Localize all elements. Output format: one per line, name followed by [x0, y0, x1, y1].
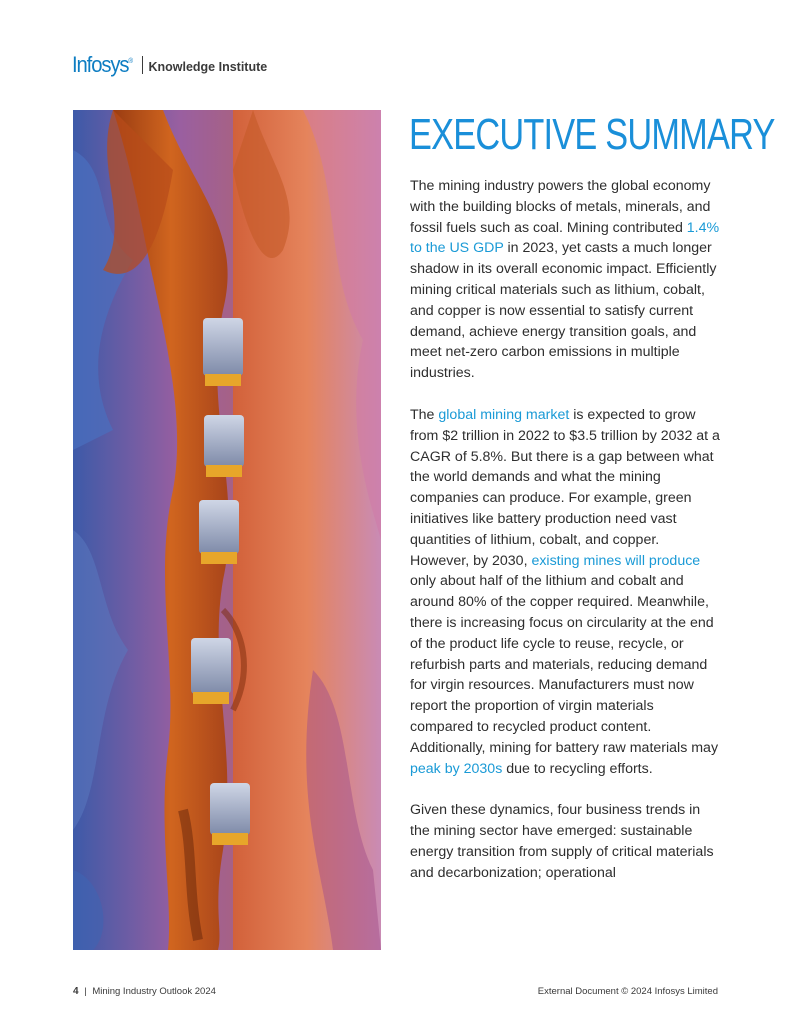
page-header	[72, 50, 267, 76]
text-run: The mining industry powers the global economy with the building blocks of metals, minerals, and fossil fuels such as coal. Mining contributed	[410, 178, 711, 236]
logo-registered-mark: ®	[128, 58, 134, 65]
footer-copyright: External Document © 2024 Infosys Limited	[537, 986, 718, 997]
page-number: 4	[73, 986, 79, 997]
publication-title: Mining Industry Outlook 2024	[92, 986, 216, 997]
link-us-gdp[interactable]: 1.4% to the US GDP	[410, 219, 720, 257]
paragraph-1	[410, 176, 720, 384]
infosys-logo[interactable]	[72, 54, 133, 76]
text-run: is expected to grow from $2 trillion in 2022 to $3.5 trillion by 2032 at a CAGR of 5.8%. But there is a gap between what the world demands and what the mining companies can produce. For example, green initiatives like battery production need vast quantities of lithium, cobalt, and copper. However, by 2030,	[410, 406, 720, 569]
text-run: The	[410, 406, 439, 423]
truck-3	[199, 500, 239, 564]
mining-trucks-aerial-photo	[73, 110, 381, 950]
link-global-mining-market[interactable]: global mining market	[438, 406, 570, 423]
truck-2	[204, 415, 244, 477]
text-run: only about half of the lithium and cobalt and around 80% of the copper required. Meanwhile, there is increasing focus on circularity at the end of the product life cycle to reuse, recycle, or refurbish parts and materials, reducing demand for virgin resources. Manufacturers must now report the proportion of virgin materials compared to recycled product content. Additionally, mining for battery raw materials may	[410, 573, 719, 756]
body-text	[410, 176, 720, 905]
paragraph-2	[410, 405, 720, 779]
text-run: due to recycling efforts.	[502, 760, 653, 777]
header-subtitle: Knowledge Institute	[148, 60, 268, 74]
truck-4	[191, 638, 231, 704]
page-title: EXECUTIVE SUMMARY	[409, 110, 775, 159]
logo-text: Infosys	[72, 52, 129, 77]
header-divider	[142, 56, 143, 74]
truck-1	[203, 318, 243, 386]
truck-5	[210, 783, 250, 845]
link-peak-by-2030s[interactable]: peak by 2030s	[410, 760, 503, 777]
paragraph-3	[410, 800, 720, 883]
footer-left	[73, 986, 216, 997]
link-existing-mines[interactable]: existing mines will produce	[531, 552, 701, 569]
footer-separator: |	[84, 986, 87, 997]
text-run: Given these dynamics, four business trends in the mining sector have emerged: sustainable energy transition from supply of critical materials and decarbonization; operational	[410, 802, 714, 881]
text-run: in 2023, yet casts a much longer shadow in its overall economic impact. Efficiently mining critical materials such as lithium, cobalt, and copper is now essential to satisfy current demand, achieve energy transition goals, and meet net-zero carbon emissions in multiple industries.	[410, 240, 717, 382]
